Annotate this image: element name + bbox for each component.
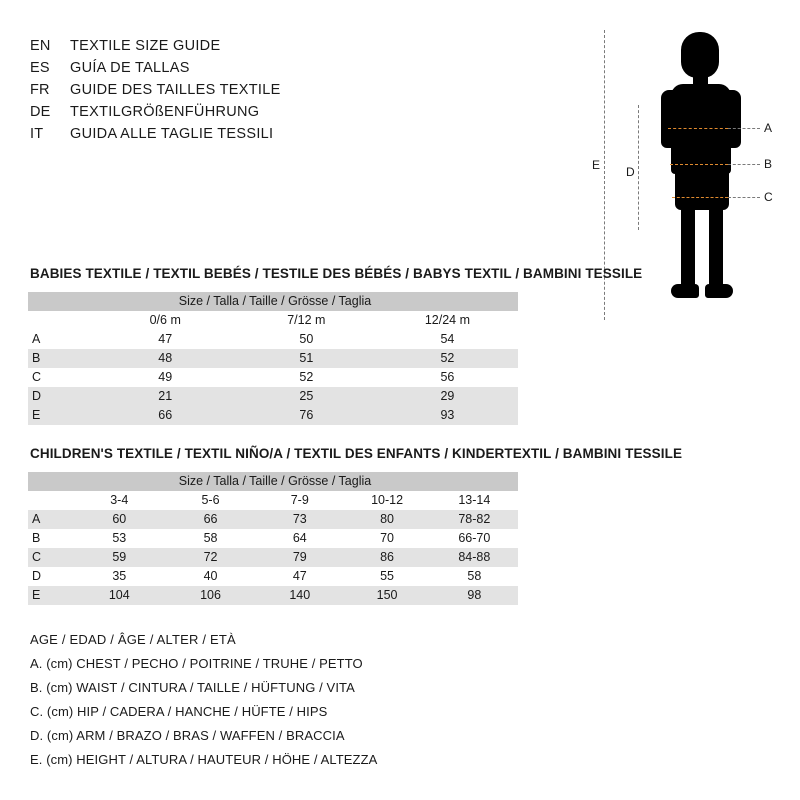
language-row (30, 126, 450, 147)
babies-cell: 54 (377, 330, 518, 349)
children-row-label: A (28, 510, 74, 529)
children-corner-cell (28, 491, 74, 510)
children-column-header: 7-9 (256, 491, 343, 510)
children-row-label: D (28, 567, 74, 586)
table-row (28, 510, 518, 529)
measurement-legend (30, 628, 377, 772)
hip-measure-line (672, 197, 728, 198)
children-row-label: B (28, 529, 74, 548)
chest-leader-line (728, 128, 760, 129)
table-row (28, 548, 518, 567)
language-row (30, 38, 450, 59)
children-cell: 98 (431, 586, 518, 605)
children-cell: 72 (165, 548, 256, 567)
legend-item: B. (cm) WAIST / CINTURA / TAILLE / HÜFTUNG / VITA (30, 680, 355, 695)
babies-cell: 50 (236, 330, 377, 349)
children-row-label: E (28, 586, 74, 605)
babies-section-title: BABIES TEXTILE / TEXTIL BEBÉS / TESTILE DES BÉBÉS / BABYS TEXTIL / BAMBINI TESSILE (30, 266, 643, 281)
children-cell: 66-70 (431, 529, 518, 548)
children-cell: 104 (74, 586, 165, 605)
children-row-label: C (28, 548, 74, 567)
babies-cell: 52 (377, 349, 518, 368)
babies-cell: 51 (236, 349, 377, 368)
babies-cell: 76 (236, 406, 377, 425)
table-row (28, 387, 518, 406)
babies-cell: 49 (95, 368, 236, 387)
children-cell: 58 (431, 567, 518, 586)
children-cell: 140 (256, 586, 343, 605)
table-row (28, 368, 518, 387)
children-cell: 106 (165, 586, 256, 605)
babies-cell: 21 (95, 387, 236, 406)
children-cell: 53 (74, 529, 165, 548)
children-cell: 47 (256, 567, 343, 586)
babies-column-header-row (28, 311, 518, 330)
children-column-header: 10-12 (343, 491, 430, 510)
language-code: ES (30, 60, 50, 76)
table-row (28, 586, 518, 605)
silhouette-right-leg (709, 207, 723, 292)
table-row (28, 330, 518, 349)
silhouette-head (681, 32, 719, 78)
language-code: FR (30, 82, 50, 98)
children-cell: 58 (165, 529, 256, 548)
babies-cell: 47 (95, 330, 236, 349)
silhouette-shorts (675, 170, 729, 210)
babies-cell: 93 (377, 406, 518, 425)
figure-label-c: C (764, 190, 773, 204)
table-row (28, 406, 518, 425)
legend-title: AGE / EDAD / ÂGE / ALTER / ETÀ (30, 632, 236, 647)
language-title: TEXTILE SIZE GUIDE (70, 38, 221, 54)
children-cell: 66 (165, 510, 256, 529)
language-code: DE (30, 104, 51, 120)
babies-row-label: E (28, 406, 95, 425)
children-size-table (28, 472, 518, 605)
figure-label-e: E (592, 158, 601, 172)
table-row (28, 349, 518, 368)
children-cell: 79 (256, 548, 343, 567)
children-cell: 73 (256, 510, 343, 529)
babies-row-label: B (28, 349, 95, 368)
language-title-block (30, 38, 450, 148)
children-band-row (28, 472, 518, 491)
language-code: IT (30, 126, 44, 142)
children-cell: 64 (256, 529, 343, 548)
children-cell: 150 (343, 586, 430, 605)
hip-leader-line (728, 197, 760, 198)
children-cell: 86 (343, 548, 430, 567)
babies-row-label: A (28, 330, 95, 349)
babies-cell: 25 (236, 387, 377, 406)
babies-cell: 66 (95, 406, 236, 425)
children-cell: 40 (165, 567, 256, 586)
children-cell: 70 (343, 529, 430, 548)
language-row (30, 60, 450, 81)
babies-cell: 48 (95, 349, 236, 368)
babies-row-label: C (28, 368, 95, 387)
silhouette-left-shoe (671, 284, 699, 298)
babies-column-header: 7/12 m (236, 311, 377, 330)
figure-label-d: D (626, 165, 635, 179)
children-column-header: 3-4 (74, 491, 165, 510)
children-cell: 60 (74, 510, 165, 529)
silhouette-leg-gap (695, 210, 709, 286)
children-cell: 59 (74, 548, 165, 567)
legend-item: E. (cm) HEIGHT / ALTURA / HAUTEUR / HÖHE / ALTEZZA (30, 752, 378, 767)
children-column-header-row (28, 491, 518, 510)
legend-item: C. (cm) HIP / CADERA / HANCHE / HÜFTE / HIPS (30, 704, 328, 719)
silhouette-left-leg (681, 207, 695, 292)
babies-column-header: 0/6 m (95, 311, 236, 330)
babies-cell: 56 (377, 368, 518, 387)
children-cell: 78-82 (431, 510, 518, 529)
arm-guide-line-d (638, 105, 639, 230)
language-title: GUIDE DES TAILLES TEXTILE (70, 82, 281, 98)
children-section-title: CHILDREN'S TEXTILE / TEXTIL NIÑO/A / TEXTIL DES ENFANTS / KINDERTEXTIL / BAMBINI TESSILE (30, 446, 683, 461)
child-silhouette (655, 32, 745, 322)
table-row (28, 529, 518, 548)
children-cell: 35 (74, 567, 165, 586)
waist-measure-line (670, 164, 728, 165)
language-title: TEXTILGRÖßENFÜHRUNG (70, 104, 260, 120)
children-column-header: 5-6 (165, 491, 256, 510)
babies-band-row (28, 292, 518, 311)
language-row (30, 82, 450, 103)
babies-size-table (28, 292, 518, 425)
babies-corner-cell (28, 311, 95, 330)
waist-leader-line (728, 164, 760, 165)
babies-column-header: 12/24 m (377, 311, 518, 330)
language-code: EN (30, 38, 51, 54)
children-cell: 55 (343, 567, 430, 586)
children-cell: 80 (343, 510, 430, 529)
babies-cell: 29 (377, 387, 518, 406)
children-cell: 84-88 (431, 548, 518, 567)
children-column-header: 13-14 (431, 491, 518, 510)
silhouette-right-shoe (705, 284, 733, 298)
language-row (30, 104, 450, 125)
children-band-label: Size / Talla / Taille / Grösse / Taglia (28, 472, 518, 491)
figure-label-a: A (764, 121, 773, 135)
babies-row-label: D (28, 387, 95, 406)
babies-cell: 52 (236, 368, 377, 387)
legend-item: D. (cm) ARM / BRAZO / BRAS / WAFFEN / BRACCIA (30, 728, 345, 743)
chest-measure-line (668, 128, 728, 129)
legend-item: A. (cm) CHEST / PECHO / POITRINE / TRUHE / PETTO (30, 656, 363, 671)
language-title: GUÍA DE TALLAS (70, 60, 190, 76)
silhouette-torso (671, 84, 731, 174)
figure-label-b: B (764, 157, 773, 171)
table-row (28, 567, 518, 586)
language-title: GUIDA ALLE TAGLIE TESSILI (70, 126, 274, 142)
babies-band-label: Size / Talla / Taille / Grösse / Taglia (28, 292, 518, 311)
